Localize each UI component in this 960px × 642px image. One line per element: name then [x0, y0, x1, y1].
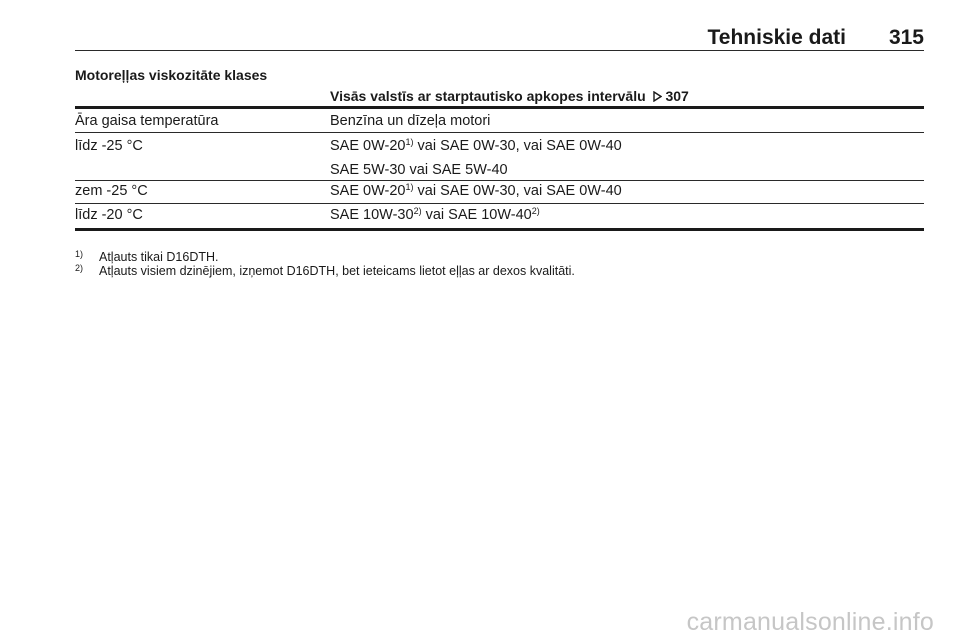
page-reference-link[interactable]: 307	[665, 88, 689, 104]
row-oil: SAE 5W-30 vai SAE 5W-40	[330, 162, 508, 178]
watermark: carmanualsonline.info	[686, 608, 934, 636]
table-top-rule	[75, 106, 924, 109]
table-heading-text: Visās valstīs ar starptautisko apkopes intervālu	[330, 88, 646, 104]
page-number: 315	[888, 26, 924, 49]
page-title: Tehniskie dati	[707, 26, 846, 49]
row-temp: zem -25 °C	[75, 183, 148, 199]
row-temp: līdz -25 °C	[75, 138, 143, 154]
footnote: 1) Atļauts tikai D16DTH.	[75, 249, 219, 264]
row-oil: SAE 10W-30$^{2)}$ vai SAE 10W-40$^{2)}$	[330, 206, 540, 223]
row-divider	[75, 132, 924, 133]
section-title: Motoreļļas viskozitāte klases	[75, 67, 268, 83]
row-temp: līdz -20 °C	[75, 207, 143, 223]
arrow-right-icon	[653, 88, 662, 104]
page-header	[75, 22, 924, 51]
table-bottom-rule	[75, 228, 924, 231]
footnote: 2) Atļauts visiem dzinējiem, izņemot D16DTH, bet ieteicams lietot eļļas ar dexos kvalitāti.	[75, 263, 575, 278]
row-oil: SAE 0W-20$^{1)}$ vai SAE 0W-30, vai SAE 0W-40	[330, 182, 622, 199]
col-header-temperature: Āra gaisa temperatūra	[75, 113, 219, 129]
table-heading	[330, 88, 689, 104]
col-header-engines: Benzīna un dīzeļa motori	[330, 113, 491, 129]
row-divider	[75, 203, 924, 204]
row-oil: SAE 0W-20$^{1)}$ vai SAE 0W-30, vai SAE 0W-40	[330, 137, 622, 154]
row-divider	[75, 180, 924, 181]
